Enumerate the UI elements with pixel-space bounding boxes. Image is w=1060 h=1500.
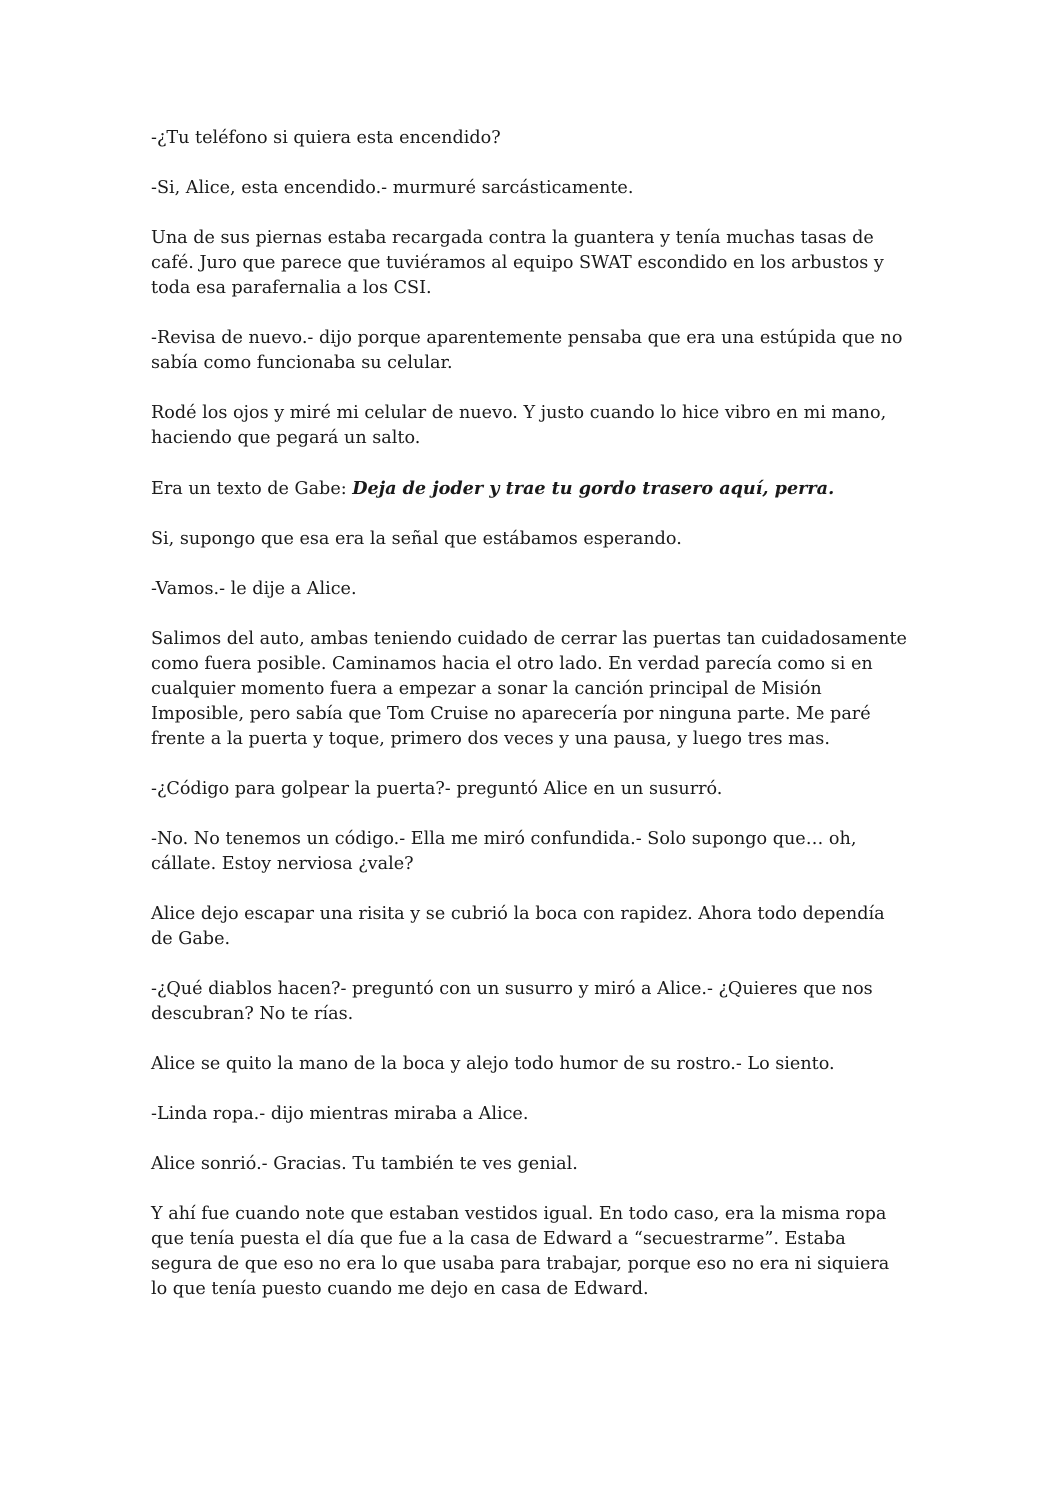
paragraph: -Linda ropa.- dijo mientras miraba a Alice.	[151, 1104, 529, 1124]
paragraph: -No. No tenemos un código.- Ella me miró confundida.- Solo supongo que… oh, cállate. Estoy nerviosa ¿vale?	[151, 829, 857, 874]
paragraph: Alice sonrió.- Gracias. Tu también te ves genial.	[151, 1154, 578, 1174]
paragraph: -¿Qué diablos hacen?- preguntó con un susurro y miró a Alice.- ¿Quieres que nos descubran? No te rías.	[151, 979, 873, 1024]
text-message-paragraph	[151, 476, 911, 502]
text-message-content: Deja de joder y trae tu gordo trasero aquí, perra.	[352, 478, 835, 499]
document-body	[151, 126, 911, 1327]
paragraph: Si, supongo que esa era la señal que estábamos esperando.	[151, 529, 682, 549]
text-message-intro: Era un texto de Gabe:	[151, 479, 353, 499]
paragraph: Una de sus piernas estaba recargada contra la guantera y tenía muchas tasas de café. Juro que parece que tuviéramos al equipo SWAT escondido en los arbustos y toda esa parafernalia a los CSI.	[151, 228, 884, 298]
paragraph: Y ahí fue cuando note que estaban vestidos igual. En todo caso, era la misma ropa que tenía puesta el día que fue a la casa de Edward a “secuestrarme”. Estaba segura de que eso no era lo que usaba para trabajar, porque eso no era ni siquiera lo que tenía puesto cuando me dejo en casa de Edward.	[151, 1204, 890, 1299]
paragraph: Alice se quito la mano de la boca y alejo todo humor de su rostro.- Lo siento.	[151, 1054, 835, 1074]
paragraph: -¿Código para golpear la puerta?- preguntó Alice en un susurró.	[151, 779, 723, 799]
paragraph: -Si, Alice, esta encendido.- murmuré sarcásticamente.	[151, 178, 634, 198]
paragraph: Rodé los ojos y miré mi celular de nuevo. Y justo cuando lo hice vibro en mi mano, haciendo que pegará un salto.	[151, 403, 887, 448]
paragraph: Salimos del auto, ambas teniendo cuidado de cerrar las puertas tan cuidadosamente como fuera posible. Caminamos hacia el otro lado. En verdad parecía como si en cualquier momento fuera a empezar a sonar la canción principal de Misión Imposible, pero sabía que Tom Cruise no aparecería por ninguna parte. Me paré frente a la puerta y toque, primero dos veces y una pausa, y luego tres mas.	[151, 629, 907, 749]
paragraph: -Revisa de nuevo.- dijo porque aparentemente pensaba que era una estúpida que no sabía como funcionaba su celular.	[151, 328, 903, 373]
paragraph: -Vamos.- le dije a Alice.	[151, 579, 357, 599]
paragraph: -¿Tu teléfono si quiera esta encendido?	[151, 128, 501, 148]
paragraph: Alice dejo escapar una risita y se cubrió la boca con rapidez. Ahora todo dependía de Gabe.	[151, 904, 885, 949]
